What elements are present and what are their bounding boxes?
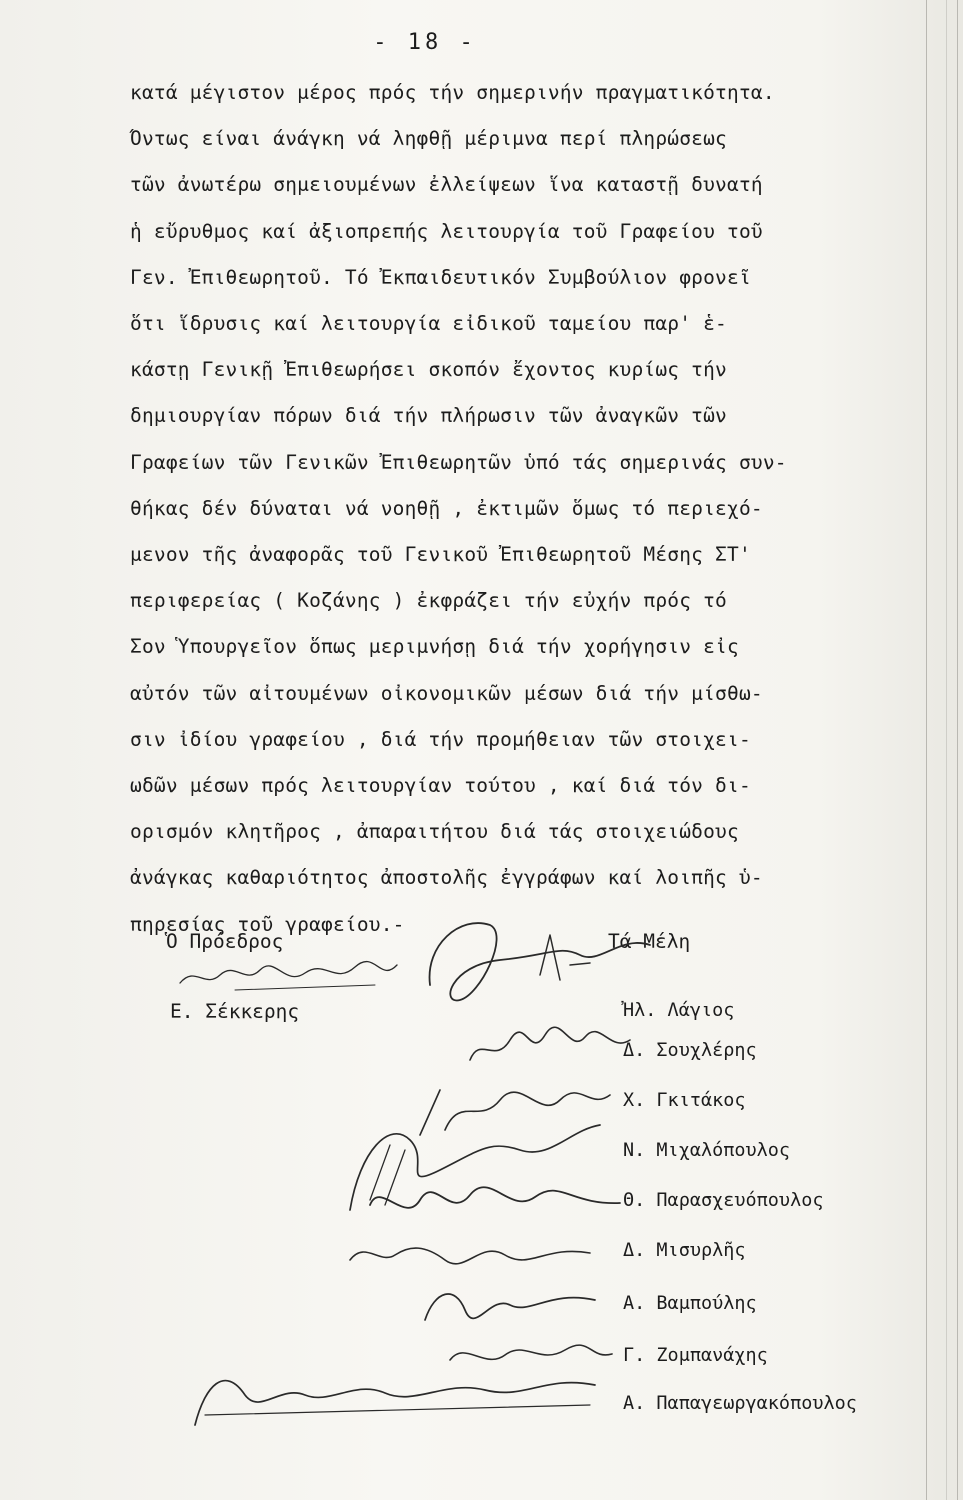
member-name: Α. Παπαγεωργακόπουλος (623, 1393, 857, 1414)
body-line: θήκας δέν δύναται νά νοηθῇ , ἐκτιμῶν ὅμως τό περιεχό- (130, 496, 763, 520)
body-line: περιφερείας ( Κοζάνης ) ἐκφράζει τήν εὐχήν πρός τό (130, 589, 727, 613)
body-line: ἀνάγκας καθαριότητος ἀποστολῆς ἐγγράφων καί λοιπῆς ὑ- (130, 866, 763, 890)
body-line: Όντως είναι άνάγκη νά ληφθῇ μέριμνα περί πληρώσεως (130, 127, 727, 151)
member-signature-misyrlis (340, 1225, 610, 1280)
body-line: Γεν. Ἐπιθεωρητοῦ. Τό Ἐκπαιδευτικόν Συμβούλιον φρονεῖ (130, 265, 751, 289)
body-text (130, 70, 910, 948)
member-signature-lagios (420, 905, 680, 1025)
body-line: μενον τῆς ἀναφορᾶς τοῦ Γενικοῦ Ἐπιθεωρητοῦ Μέσης ΣΤ' (130, 543, 751, 567)
body-line: κατά μέγιστον μέρος πρός τήν σημερινήν πραγματικότητα. (130, 81, 775, 104)
body-line: κάστῃ Γενικῇ Ἐπιθεωρήσει σκοπόν ἔχοντος κυρίως τήν (130, 358, 727, 382)
member-name: Δ. Μισυρλῆς (623, 1240, 746, 1261)
body-line: ορισμόν κλητῆρος , ἀπαραιτήτου διά τάς στοιχειώδους (130, 820, 739, 844)
members-title: Τά Μέλη (608, 930, 691, 953)
body-line: Σον Ὑπουργεῖον ὅπως μεριμνήσῃ διά τήν χορήγησιν εἰς (130, 635, 739, 659)
body-line: αὐτόν τῶν αἰτουμένων οἰκονομικῶν μέσων διά τήν μίσθω- (130, 681, 763, 705)
member-name: Θ. Παρασχευόπουλος (623, 1190, 824, 1211)
member-name: Ν. Μιχαλόπουλος (623, 1140, 791, 1161)
member-name: Δ. Σουχλέρης (623, 1040, 757, 1061)
scan-edge-line (926, 0, 927, 1500)
page-number: - 18 - (373, 30, 477, 55)
body-line: δημιουργίαν πόρων διά τήν πλήρωσιν τῶν ἀναγκῶν τῶν (130, 404, 727, 428)
scan-edge-line (957, 0, 958, 1500)
member-signature-souchleris (460, 1015, 640, 1075)
body-line: πηρεσίας τοῦ γραφείου.- (130, 912, 405, 936)
body-line: σιν ἰδίου γραφείου , διά τήν προμήθειαν τῶν στοιχει- (130, 727, 751, 751)
body-line: ὅτι ἵδρυσις καί λειτουργία εἰδικοῦ ταμείου παρ' ἑ- (130, 312, 727, 336)
member-name: Γ. Ζομπανάχης (623, 1345, 768, 1366)
president-signature (175, 955, 405, 1000)
body-line: τῶν ἀνωτέρω σημειουμένων ἐλλείψεων ἵνα καταστῇ δυνατή (130, 173, 763, 197)
member-signature-papageorgakopoulos (185, 1355, 605, 1435)
scan-edge-line (946, 0, 947, 1500)
member-name: Ἠλ. Λάγιος (623, 1000, 735, 1021)
member-name: Χ. Γκιτάκος (623, 1090, 746, 1111)
member-name: Α. Βαμπούλης (623, 1293, 757, 1314)
body-line: ωδῶν μέσων πρός λειτουργίαν τούτου , καί διά τόν δι- (130, 774, 751, 798)
president-name: Ε. Σέκκερης (170, 1000, 300, 1023)
body-line: Γραφείων τῶν Γενικῶν Ἐπιθεωρητῶν ὑπό τάς σημερινάς συν- (130, 450, 787, 474)
member-signature-vampoulis (410, 1275, 610, 1335)
body-line: ἡ εὔρυθμος καί ἀξιοπρεπής λειτουργία τοῦ Γραφείου τοῦ (130, 219, 763, 243)
president-title: Ὁ Πρόεδρος (166, 930, 284, 953)
